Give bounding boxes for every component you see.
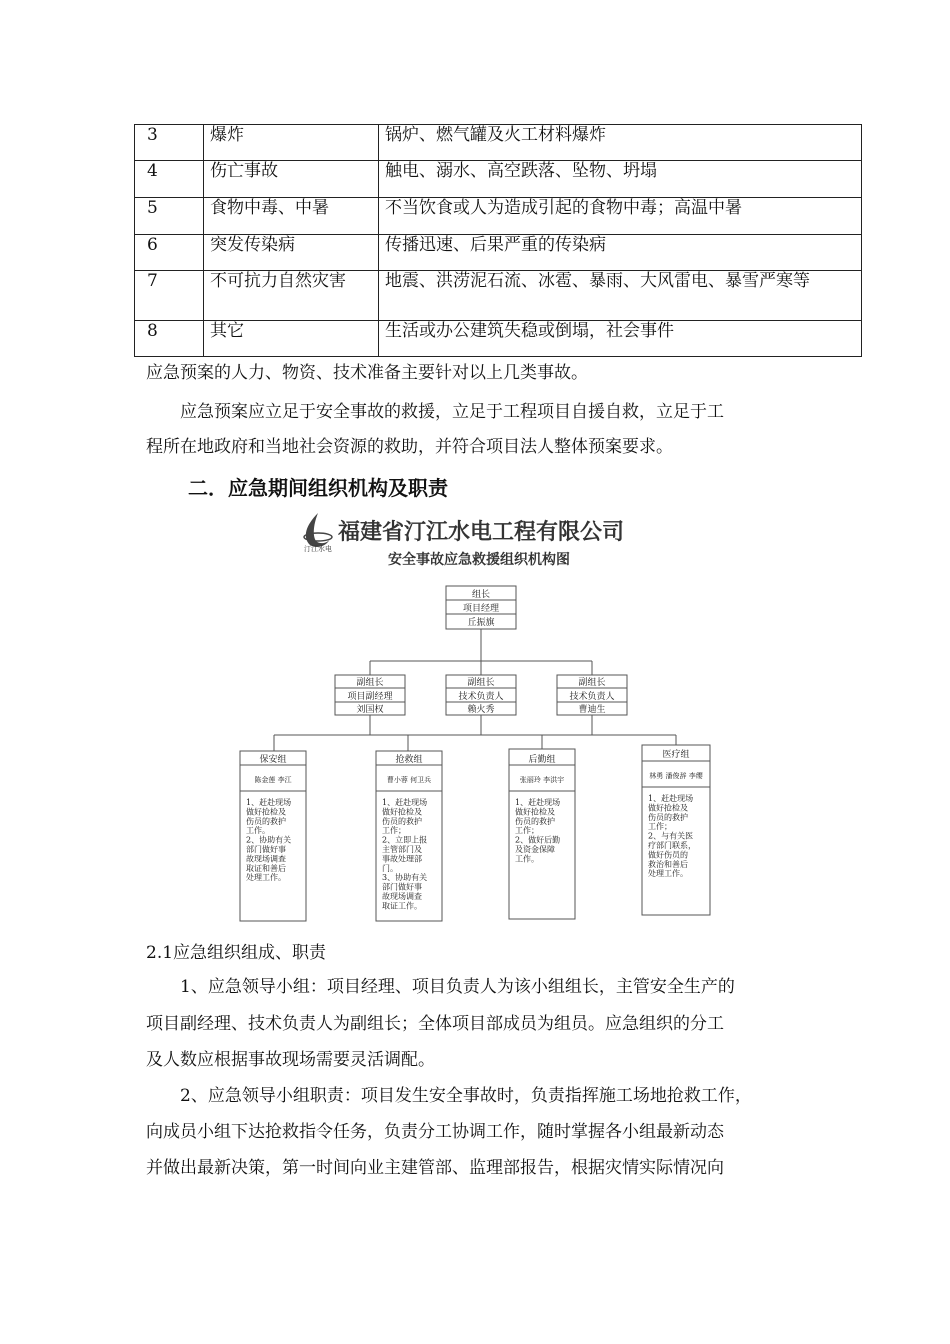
- group-duty-line: 做好抢检及: [515, 807, 555, 817]
- deputy-role: 副组长: [578, 678, 606, 688]
- group-duty-line: 工作；: [515, 826, 539, 836]
- table-row: [135, 321, 862, 357]
- accident-description: 不当饮食或人为造成引起的食物中毒；高温中暑: [379, 198, 862, 235]
- group-members: 张丽玲 李洪宇: [519, 776, 565, 784]
- deputy-title: 技术负责人: [569, 692, 615, 702]
- group-duty-line: 及资金保障: [515, 845, 555, 854]
- group-duty-line: 取证工作。: [382, 901, 422, 911]
- group-duty-line: 2、与有关医: [648, 831, 694, 841]
- group-name: 后勤组: [528, 755, 556, 765]
- group-duty-line: 故现场调查: [382, 892, 422, 901]
- paragraph: 应急预案应立足于安全事故的救援，立足于工程项目自援自救，立足于工: [180, 402, 724, 422]
- paragraph: 程所在地政府和当地社会资源的救助，并符合项目法人整体预案要求。: [146, 437, 673, 457]
- group-duty-line: 1、赶赴现场: [515, 798, 561, 807]
- accident-description: 锅炉、燃气罐及火工材料爆炸: [379, 125, 862, 161]
- accident-type: 突发传染病: [204, 235, 379, 271]
- deputy-name: 赖火秀: [467, 705, 495, 715]
- group-duty-line: 取证和善后: [246, 863, 286, 873]
- deputy-name: 刘国权: [356, 705, 384, 715]
- row-number: 8: [135, 321, 204, 357]
- group-duty-line: 1、赶赴现场: [382, 798, 428, 807]
- deputy-box: [335, 675, 405, 715]
- paragraph: 并做出最新决策，第一时间向业主建管部、监理部报告，根据灾情实际情况向: [146, 1158, 724, 1178]
- group-members: 曹小蓉 何卫兵: [386, 776, 432, 784]
- group-duty-line: 救治和善后: [648, 859, 688, 869]
- group-duty-line: 故现场调查: [246, 854, 286, 864]
- group-duty-line: 做好抢检及: [648, 803, 688, 813]
- table-row: [135, 161, 862, 198]
- deputy-title: 项目副经理: [347, 692, 393, 702]
- group-duty-line: 做好抢检及: [246, 807, 286, 817]
- group-duty-line: 做好伤员的: [648, 850, 688, 860]
- deputy-name: 曹迪生: [578, 705, 606, 715]
- row-number: 3: [135, 125, 204, 161]
- group-name: 医疗组: [662, 750, 690, 760]
- group-members: 陈金莲 李江: [254, 776, 292, 784]
- company-logo-icon: [304, 513, 332, 547]
- accident-description: 触电、溺水、高空跌落、坠物、坍塌: [379, 161, 862, 198]
- group-duty-line: 工作。: [515, 854, 539, 864]
- group-duty-line: 伤员的救护: [246, 816, 286, 826]
- accident-type: 其它: [204, 321, 379, 357]
- paragraph: 2、应急领导小组职责：项目发生安全事故时，负责指挥施工场地抢救工作，: [180, 1086, 752, 1106]
- company-name: 福建省汀江水电工程有限公司: [338, 520, 625, 545]
- table-row: [135, 198, 862, 235]
- paragraph: 应急预案的人力、物资、技术准备主要针对以上几类事故。: [146, 363, 588, 383]
- row-number: 7: [135, 271, 204, 321]
- paragraph: 1、应急领导小组：项目经理、项目负责人为该小组组长，主管安全生产的: [180, 977, 735, 997]
- paragraph: 项目副经理、技术负责人为副组长；全体项目部成员为组员。应急组织的分工: [146, 1014, 724, 1034]
- group-duty-line: 3、协助有关: [382, 873, 428, 883]
- logo-text: 汀江水电: [304, 545, 332, 553]
- group-duty-line: 2、协助有关: [246, 835, 292, 845]
- group-box: [240, 751, 306, 921]
- group-box: [509, 749, 575, 919]
- group-duty-line: 疗部门联系，: [648, 841, 696, 850]
- accident-type: 不可抗力自然灾害: [204, 271, 379, 321]
- group-duty-line: 工作；: [648, 822, 672, 832]
- leader-box: [446, 586, 516, 629]
- table-row: [135, 235, 862, 271]
- group-duty-line: 门。: [382, 863, 398, 873]
- group-duty-line: 2、做好后勤: [515, 835, 561, 845]
- chart-title: 安全事故应急救援组织机构图: [388, 552, 570, 568]
- group-duty-line: 处理工作。: [648, 869, 688, 879]
- table-row: [135, 271, 862, 321]
- group-duty-line: 伤员的救护: [515, 816, 555, 826]
- group-duties: [382, 797, 427, 910]
- group-duty-line: 部门做好事: [382, 882, 422, 892]
- group-members: 林勇 潘俊辞 李缨: [649, 772, 703, 780]
- group-duty-line: 伤员的救护: [382, 816, 422, 826]
- leader-role: 组长: [471, 590, 491, 600]
- deputy-role: 副组长: [356, 678, 384, 688]
- group-duty-line: 1、赶赴现场: [246, 798, 292, 807]
- section-heading: 二．应急期间组织机构及职责: [188, 476, 448, 500]
- paragraph: 及人数应根据事故现场需要灵活调配。: [146, 1050, 435, 1070]
- deputy-box: [557, 675, 627, 715]
- deputy-role: 副组长: [467, 678, 495, 688]
- group-box: [376, 751, 442, 921]
- group-box: [642, 745, 710, 915]
- org-chart: [236, 503, 736, 923]
- group-duty-line: 做好抢检及: [382, 807, 422, 817]
- group-name: 保安组: [259, 755, 287, 765]
- paragraph: 向成员小组下达抢救指令任务，负责分工协调工作，随时掌握各小组最新动态: [146, 1122, 724, 1142]
- group-duty-line: 处理工作。: [246, 873, 286, 883]
- table-row: [135, 125, 862, 161]
- accident-type: 爆炸: [204, 125, 379, 161]
- group-duty-line: 2、立即上报: [382, 835, 428, 845]
- group-duty-line: 1、赶赴现场: [648, 794, 694, 803]
- leader-title: 项目经理: [462, 604, 500, 614]
- row-number: 5: [135, 198, 204, 235]
- accident-type: 食物中毒、中暑: [204, 198, 379, 235]
- row-number: 4: [135, 161, 204, 198]
- group-name: 抢救组: [395, 755, 423, 765]
- group-duty-line: 工作；: [382, 826, 406, 836]
- group-duty-line: 伤员的救护: [648, 812, 688, 822]
- deputy-title: 技术负责人: [458, 692, 504, 702]
- subsection-heading: 2.1应急组织组成、职责: [146, 943, 327, 963]
- row-number: 6: [135, 235, 204, 271]
- accident-description: 生活或办公建筑失稳或倒塌，社会事件: [379, 321, 862, 357]
- accident-description: 传播迅速、后果严重的传染病: [379, 235, 862, 271]
- accident-type-table: [134, 124, 862, 357]
- accident-description: 地震、洪涝泥石流、冰雹、暴雨、大风雷电、暴雪严寒等: [379, 271, 862, 321]
- group-duty-line: 事故处理部: [382, 854, 422, 864]
- accident-type: 伤亡事故: [204, 161, 379, 198]
- group-duty-line: 工作。: [246, 826, 270, 836]
- group-duties: [246, 797, 291, 882]
- group-duty-line: 主管部门及: [382, 845, 422, 854]
- deputy-box: [446, 675, 516, 715]
- leader-name: 丘振旗: [467, 618, 495, 628]
- group-duty-line: 部门做好事: [246, 845, 286, 854]
